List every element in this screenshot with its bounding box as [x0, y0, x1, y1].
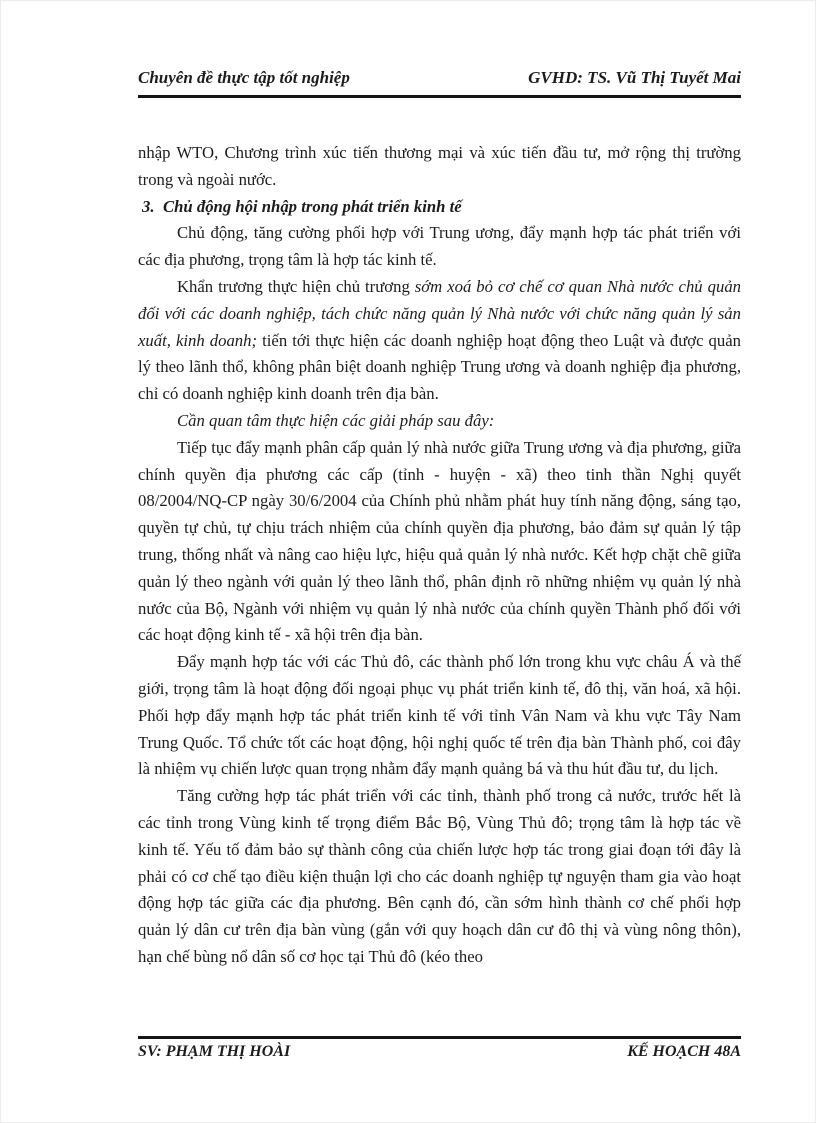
text-run: nhập WTO, Chương trình xúc tiến thương mại và xúc tiến đầu tư, mở rộng thị trường trong và ngoài nước.	[138, 143, 741, 189]
text-run: Khẩn trương thực hiện chủ trương	[177, 276, 415, 296]
text-run-italic: Cần quan tâm thực hiện các giải pháp sau đây:	[177, 410, 495, 430]
footer-rule	[138, 1036, 741, 1039]
section-heading	[138, 194, 741, 221]
page-header	[138, 68, 741, 88]
paragraph	[138, 649, 741, 783]
text-run-italic: sớm xoá bỏ cơ chế cơ quan Nhà nước chủ quản đối với các doanh nghiệp, tách chức năng quản lý Nhà nước với chức năng quản lý sản xuất, kinh doanh;	[138, 276, 742, 350]
paragraph-intro	[138, 140, 741, 194]
paragraph	[138, 783, 741, 971]
header-advisor-name: GVHD: TS. Vũ Thị Tuyết Mai	[528, 68, 741, 87]
header-document-title: Chuyên đề thực tập tốt nghiệp	[138, 68, 350, 87]
paragraph	[138, 274, 741, 408]
document-body	[138, 140, 741, 971]
text-run: Đẩy mạnh hợp tác với các Thủ đô, các thành phố lớn trong khu vực châu Á và thế giới, trọng tâm là hoạt động đối ngoại phục vụ phát triển kinh tế, đô thị, văn hoá, xã hội. Phối hợp đẩy mạnh hợp tác phát triển kinh tế với tỉnh Vân Nam và khu vực Tây Nam Trung Quốc. Tổ chức tốt các hoạt động, hội nghị quốc tế trên địa bàn Thành phố, coi đây là nhiệm vụ chiến lược quan trọng nhằm đẩy mạnh quảng bá và thu hút đầu tư, du lịch.	[138, 652, 741, 779]
page-footer	[138, 1043, 741, 1061]
heading-text: Chủ động hội nhập trong phát triển kinh tế	[163, 196, 462, 216]
header-rule	[138, 95, 741, 98]
heading-number: 3.	[142, 196, 155, 216]
footer-student-name: SV: PHẠM THỊ HOÀI	[138, 1043, 291, 1060]
paragraph	[138, 220, 741, 274]
footer-class-name: KẾ HOẠCH 48A	[627, 1043, 741, 1060]
paragraph-italic	[138, 408, 741, 435]
paragraph	[138, 435, 741, 649]
text-run: Chủ động, tăng cường phối hợp với Trung ương, đẩy mạnh hợp tác phát triển với các địa phương, trọng tâm là hợp tác kinh tế.	[138, 223, 741, 270]
text-run: tiến tới thực hiện các doanh nghiệp hoạt động theo Luật và được quản lý theo lãnh thổ, không phân biệt doanh nghiệp Trung ương và doanh nghiệp địa phương, chỉ có doanh nghiệp kinh doanh trên địa bàn.	[138, 330, 741, 404]
text-run: Tiếp tục đẩy mạnh phân cấp quản lý nhà nước giữa Trung ương và địa phương, giữa chính quyền địa phương các cấp (tỉnh - huyện - xã) theo tinh thần Nghị quyết 08/2004/NQ-CP ngày 30/6/2004 của Chính phủ nhằm phát huy tính năng động, sáng tạo, quyền tự chủ, tự chịu trách nhiệm của chính quyền địa phương, bảo đảm sự quản lý tập trung, thống nhất và nâng cao hiệu lực, hiệu quả quản lý nhà nước. Kết hợp chặt chẽ giữa quản lý theo ngành với quản lý theo lãnh thổ, phân định rõ những nhiệm vụ quản lý nhà nước của Bộ, Ngành với nhiệm vụ quản lý nhà nước của chính quyền Thành phố đối với các hoạt động kinh tế - xã hội trên địa bàn.	[138, 437, 741, 645]
text-run: Tăng cường hợp tác phát triển với các tỉnh, thành phố trong cả nước, trước hết là các tỉnh trong Vùng kinh tế trọng điểm Bắc Bộ, Vùng Thủ đô; trọng tâm là hợp tác về kinh tế. Yếu tố đảm bảo sự thành công của chiến lược hợp tác trong giai đoạn tới đây là phải có cơ chế tạo điều kiện thuận lợi cho các doanh nghiệp tự nguyện tham gia vào hoạt động hợp tác giữa các địa phương. Bên cạnh đó, cần sớm hình thành cơ chế phối hợp quản lý dân cư trên địa bàn vùng (gắn với quy hoạch dân cư đô thị và vùng nông thôn), hạn chế bùng nổ dân số cơ học tại Thủ đô (kéo theo	[138, 786, 741, 966]
